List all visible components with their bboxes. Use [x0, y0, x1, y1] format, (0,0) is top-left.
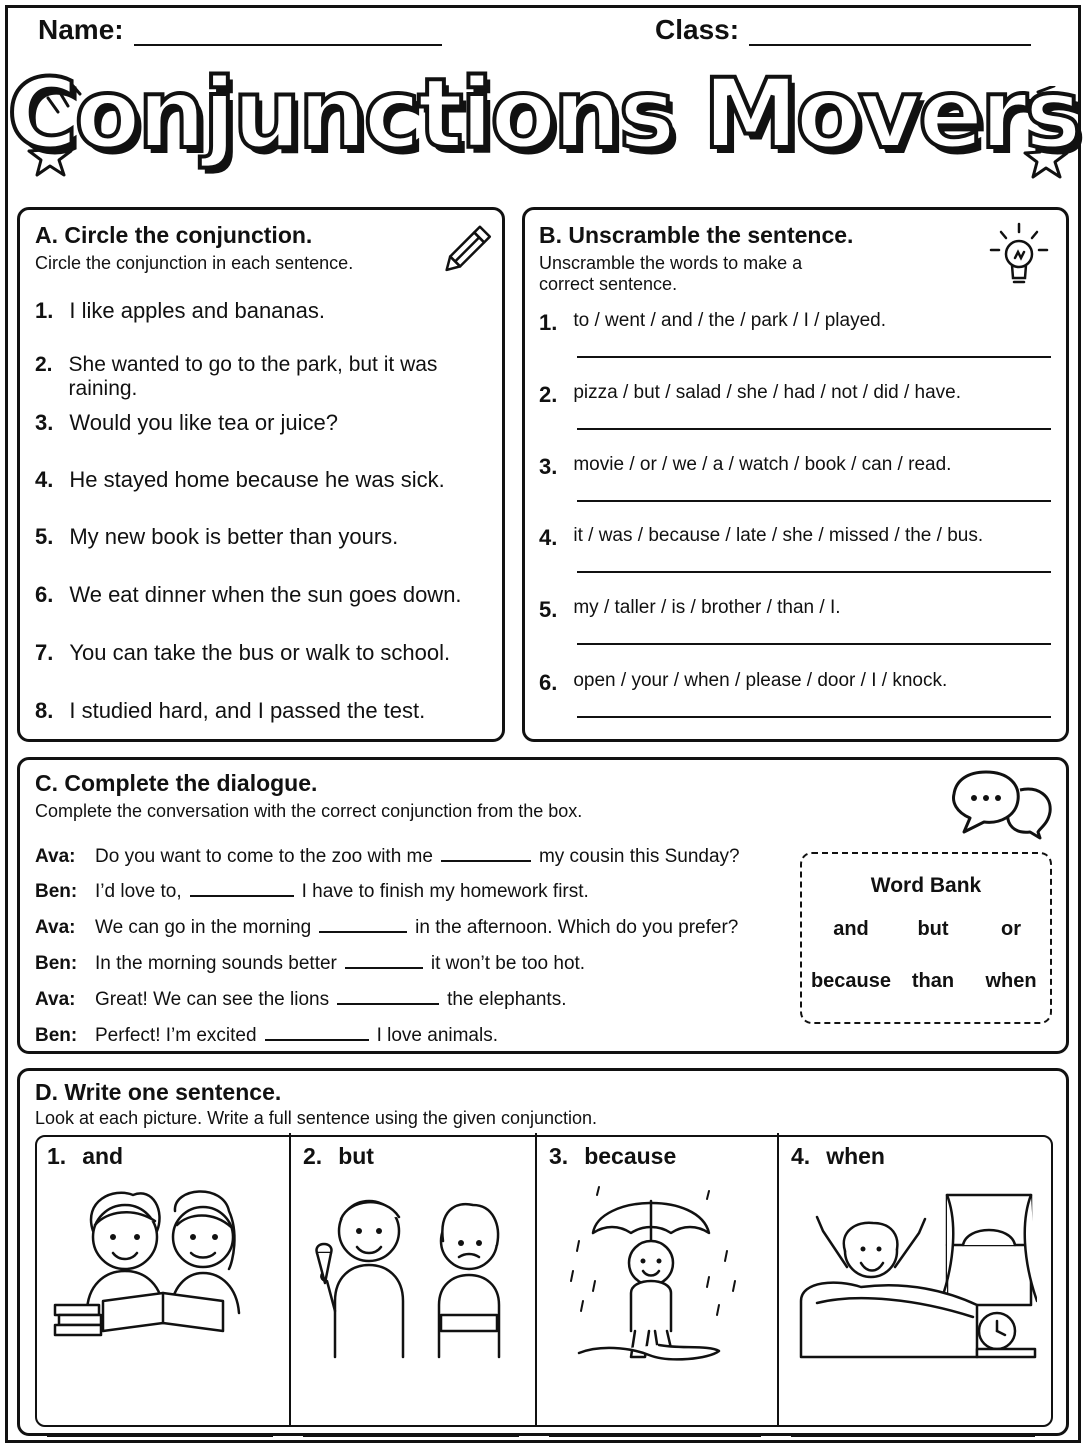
picture-panel: [779, 1133, 1053, 1425]
list-item: 1. I like apples and bananas.: [35, 298, 325, 323]
class-row: [655, 14, 1031, 46]
page-title: Conjunctions Movers: [7, 58, 1079, 170]
section-b-instruction: Unscramble the words to make a: [539, 253, 803, 273]
answer-line[interactable]: [577, 428, 1051, 430]
answer-line[interactable]: [577, 571, 1051, 573]
name-row: [38, 14, 442, 46]
list-item: 5. My new book is better than yours.: [35, 524, 399, 549]
dialogue-line: Ben: I’d love to, I have to finish my homework first.: [35, 881, 589, 902]
list-item: 1. to / went / and / the / park / I / played.: [539, 310, 1051, 336]
list-item: 6. We eat dinner when the sun goes down.: [35, 582, 462, 607]
panel-word: but: [338, 1143, 374, 1169]
word-bank-word: and: [833, 918, 869, 940]
section-a-instruction: Circle the conjunction in each sentence.: [35, 253, 354, 273]
section-a-title: A. Circle the conjunction.: [35, 222, 313, 248]
panel-word: because: [584, 1143, 677, 1169]
name-label: Name:: [38, 14, 124, 45]
section-c-instruction: Complete the conversation with the correct conjunction from the box.: [35, 801, 583, 821]
panel-number: 1.: [47, 1143, 67, 1169]
list-item: 8. I studied hard, and I passed the test.: [35, 698, 426, 723]
class-label: Class:: [655, 14, 740, 45]
boy-umbrella-rain-image: [559, 1181, 759, 1371]
dialogue-line: Ben: Perfect! I’m excited I love animals.: [35, 1025, 499, 1046]
speech-bubbles-icon: [948, 768, 1058, 840]
picture-panel: [35, 1133, 291, 1425]
answer-blank[interactable]: [441, 844, 531, 862]
answer-line[interactable]: [577, 716, 1051, 718]
panel-word: when: [826, 1143, 885, 1169]
section-a: [17, 207, 505, 742]
dialogue-line: Ava: Do you want to come to the zoo with me my cousin this Sunday?: [35, 846, 740, 867]
dialogue-line: Ava: Great! We can see the lions the elephants.: [35, 989, 567, 1010]
list-item: 3. Would you like tea or juice?: [35, 410, 338, 435]
girl-waking-up-image: [797, 1181, 1037, 1371]
panel-number: 4.: [791, 1143, 811, 1169]
answer-line[interactable]: [303, 1435, 519, 1437]
kids-reading-book-image: [53, 1181, 273, 1341]
section-c: [17, 757, 1069, 1054]
list-item: 4. it / was / because / late / she / missed / the / bus.: [539, 525, 1051, 551]
answer-blank[interactable]: [190, 879, 294, 897]
section-d-instruction: Look at each picture. Write a full sentence using the given conjunction.: [35, 1108, 598, 1128]
section-b: [522, 207, 1069, 742]
answer-blank[interactable]: [337, 987, 439, 1005]
answer-line[interactable]: [577, 643, 1051, 645]
picture-panel: [537, 1133, 779, 1425]
name-field[interactable]: [134, 16, 442, 46]
answer-blank[interactable]: [345, 951, 423, 969]
panel-number: 3.: [549, 1143, 569, 1169]
panel-number: 2.: [303, 1143, 323, 1169]
list-item: 3. movie / or / we / a / watch / book / can / read.: [539, 454, 1051, 480]
list-item: 2. pizza / but / salad / she / had / not / did / have.: [539, 382, 1051, 408]
answer-line[interactable]: [47, 1435, 273, 1437]
panel-word: and: [82, 1143, 124, 1169]
section-d: [17, 1068, 1069, 1436]
dialogue-line: Ava: We can go in the morning in the afternoon. Which do you prefer?: [35, 917, 739, 938]
word-bank-title: Word Bank: [870, 874, 982, 897]
section-d-title: D. Write one sentence.: [35, 1079, 282, 1105]
word-bank-word: than: [911, 970, 955, 992]
list-item: 2. She wanted to go to the park, but it was raining.: [35, 353, 438, 400]
list-item: 6. open / your / when / please / door / I / knock.: [539, 670, 1051, 696]
answer-blank[interactable]: [319, 915, 407, 933]
lightbulb-icon: [987, 218, 1051, 294]
section-b-title: B. Unscramble the sentence.: [539, 222, 854, 248]
picture-panel: [291, 1133, 537, 1425]
section-c-title: C. Complete the dialogue.: [35, 770, 318, 796]
list-item: 4. He stayed home because he was sick.: [35, 467, 445, 492]
class-field[interactable]: [749, 16, 1031, 46]
answer-line[interactable]: [577, 500, 1051, 502]
word-bank-word: when: [985, 970, 1037, 992]
list-item: 7. You can take the bus or walk to school.: [35, 640, 451, 665]
word-bank: [800, 852, 1052, 1024]
answer-line[interactable]: [577, 356, 1051, 358]
section-b-instruction-2: correct sentence.: [539, 274, 678, 294]
list-item: 5. my / taller / is / brother / than / I.: [539, 597, 1051, 623]
word-bank-word: because: [810, 970, 892, 992]
boy-icecream-girl-upset-image: [305, 1181, 525, 1361]
answer-line[interactable]: [549, 1435, 761, 1437]
pencil-icon: [442, 220, 498, 276]
word-bank-word: but: [917, 918, 949, 940]
dialogue-line: Ben: In the morning sounds better it won’t be too hot.: [35, 953, 586, 974]
answer-line[interactable]: [791, 1435, 1035, 1437]
answer-blank[interactable]: [265, 1023, 369, 1041]
word-bank-word: or: [1001, 918, 1021, 940]
